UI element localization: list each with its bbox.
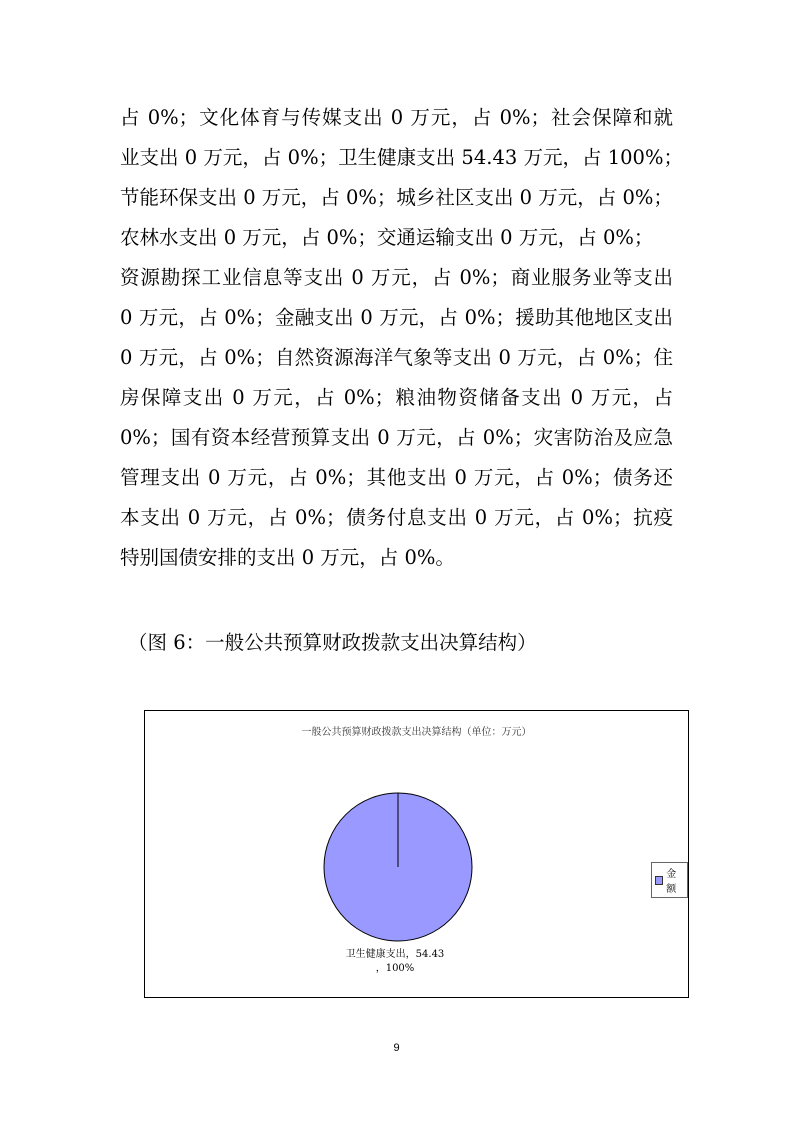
slice-label	[295, 948, 495, 975]
body-line: 0 万元，占 0%；金融支出 0 万元，占 0%；援助其他地区支出	[120, 306, 673, 329]
body-line: 农林水支出 0 万元，占 0%；交通运输支出 0 万元，占 0%；	[120, 226, 654, 249]
legend-label: 金额	[666, 869, 677, 895]
pie-chart	[144, 710, 689, 998]
body-line: 本支出 0 万元，占 0%；债务付息支出 0 万元，占 0%；抗疫	[120, 506, 673, 529]
page-number: 9	[393, 1042, 400, 1054]
body-line: 0%；国有资本经营预算支出 0 万元，占 0%；灾害防治及应急	[120, 426, 673, 449]
body-line: 资源勘探工业信息等支出 0 万元，占 0%；商业服务业等支出	[120, 266, 673, 289]
slice-label-line1: 卫生健康支出，54.43	[345, 949, 445, 960]
slice-label-line2: ，100%	[375, 962, 415, 974]
body-line: 业支出 0 万元，占 0%；卫生健康支出 54.43 万元，占 100%；	[120, 146, 683, 169]
figure-caption: （图 6：一般公共预算财政拨款支出决算结构）	[128, 631, 537, 654]
chart-title: 一般公共预算财政拨款支出决算结构（单位：万元）	[301, 727, 532, 738]
body-line: 特别国债安排的支出 0 万元，占 0%。	[120, 546, 455, 569]
body-line: 0 万元，占 0%；自然资源海洋气象等支出 0 万元，占 0%；住	[120, 346, 673, 369]
body-line: 占 0%；文化体育与传媒支出 0 万元，占 0%；社会保障和就	[120, 106, 673, 129]
legend-swatch	[655, 876, 663, 885]
body-line: 管理支出 0 万元，占 0%；其他支出 0 万元，占 0%；债务还	[120, 466, 673, 489]
body-line: 节能环保支出 0 万元，占 0%；城乡社区支出 0 万元，占 0%；	[120, 186, 673, 209]
chart-legend	[651, 862, 688, 898]
body-line: 房保障支出 0 万元，占 0%；粮油物资储备支出 0 万元，占	[120, 386, 673, 409]
